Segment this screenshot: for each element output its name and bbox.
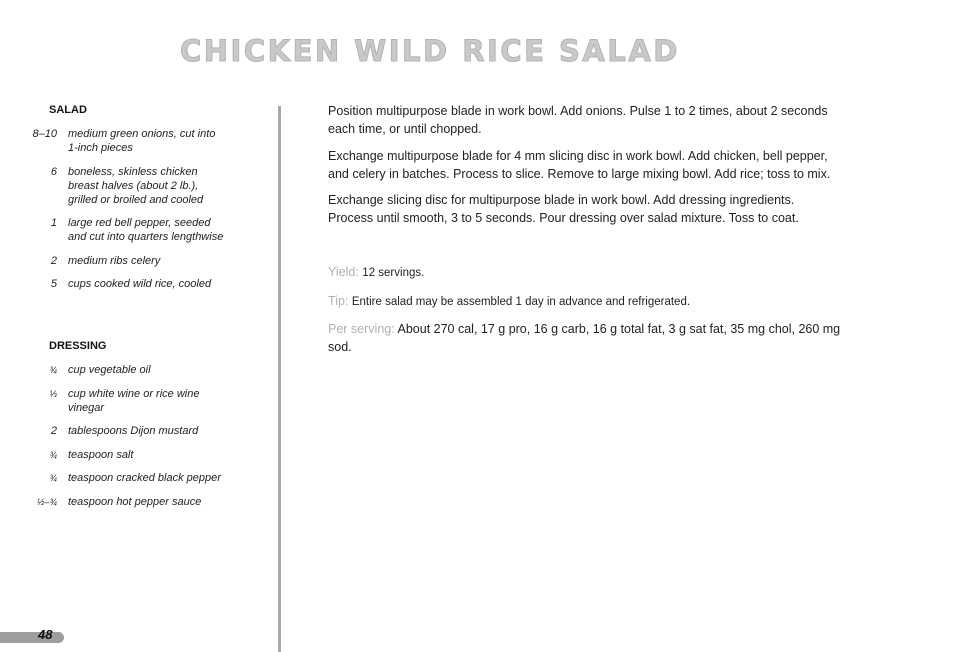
ingredient-desc: teaspoon salt: [68, 448, 134, 461]
ingredient-item: [0, 254, 270, 268]
ingredient-desc: medium green onions, cut into 1-inch pieces: [68, 128, 216, 154]
ingredient-qty: 2: [50, 254, 57, 267]
nutrition-note: [328, 320, 842, 356]
ingredient-item: [0, 127, 270, 155]
recipe-title: CHICKEN WILD RICE SALAD: [180, 34, 680, 68]
ingredient-desc: teaspoon hot pepper sauce: [68, 495, 202, 508]
ingredient-desc: large red bell pepper, seeded and cut into quarters lengthwise: [68, 217, 224, 243]
ingredient-item: [0, 424, 270, 438]
salad-heading: SALAD: [49, 104, 87, 116]
ingredient-item: [0, 471, 270, 485]
directions-column: [328, 102, 842, 366]
recipe-notes: [328, 263, 842, 356]
direction-step: Position multipurpose blade in work bowl. Add onions. Pulse 1 to 2 times, about 2 seconds each time, or until chopped.: [328, 104, 828, 136]
yield-note: [328, 263, 842, 282]
tip-label: Tip:: [328, 293, 349, 308]
serving-label: Per serving:: [328, 322, 395, 336]
ingredient-desc: boneless, skinless chicken breast halves (about 2 lb.), grilled or broiled and cooled: [68, 165, 204, 206]
ingredient-item: [0, 165, 270, 207]
dressing-heading: DRESSING: [49, 340, 107, 352]
tip-note: [328, 292, 842, 311]
ingredient-item: [0, 448, 270, 462]
column-divider: [278, 106, 281, 652]
ingredient-desc: tablespoons Dijon mustard: [68, 425, 199, 437]
ingredient-item: [0, 216, 270, 244]
ingredient-item: [0, 495, 270, 509]
ingredient-qty: 2: [50, 425, 57, 437]
ingredient-desc: cup vegetable oil: [68, 364, 151, 376]
ingredients-column: [0, 0, 270, 652]
page-number: 48: [38, 627, 53, 642]
ingredient-qty: 5: [50, 278, 57, 290]
yield-text: 12 servings.: [362, 267, 425, 279]
ingredient-desc: medium ribs celery: [68, 254, 161, 267]
ingredient-item: [0, 363, 270, 377]
ingredient-item: [0, 277, 270, 291]
direction-step: Exchange multipurpose blade for 4 mm slicing disc in work bowl. Add chicken, bell pepper, and celery in batches. Process to slice. Remove to large mixing bowl. Add rice; toss to mix.: [328, 148, 831, 181]
tip-text: Entire salad may be assembled 1 day in advance and refrigerated.: [351, 295, 691, 308]
serving-text: About 270 cal, 17 g pro, 16 g carb, 16 g total fat, 3 g sat fat, 35 mg chol, 260 mg sod.: [328, 322, 841, 354]
ingredient-desc: teaspoon cracked black pepper: [68, 472, 221, 484]
direction-step: Exchange slicing disc for multipurpose blade in work bowl. Add dressing ingredients. Process until smooth, 3 to 5 seconds. Pour dressing over salad mixture. Toss to coat.: [328, 193, 799, 225]
dressing-ingredient-list: [0, 363, 270, 518]
ingredient-desc: cups cooked wild rice, cooled: [68, 278, 212, 290]
ingredient-desc: cup white wine or rice wine vinegar: [68, 387, 200, 414]
ingredient-item: [0, 387, 270, 415]
ingredient-qty: ⅓: [49, 388, 57, 399]
yield-label: Yield:: [328, 265, 359, 279]
ingredient-qty: 1: [50, 217, 57, 229]
ingredient-qty: ¾: [49, 473, 57, 483]
ingredient-qty: ¾: [49, 365, 57, 375]
page-tab: [0, 632, 64, 643]
ingredient-qty: ¾: [49, 449, 57, 460]
ingredient-qty: ½–¾: [36, 496, 57, 507]
salad-ingredient-list: [0, 127, 270, 301]
ingredient-qty: 8–10: [32, 128, 57, 140]
ingredient-qty: 6: [50, 165, 57, 178]
